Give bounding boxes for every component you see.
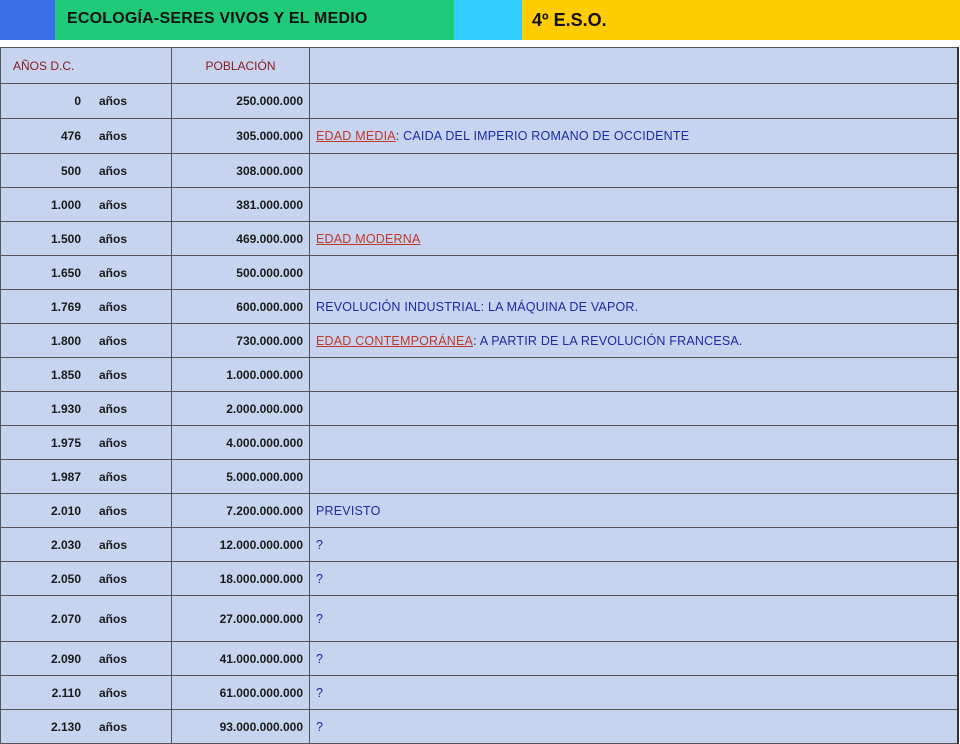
event-cell [310, 222, 959, 256]
header-level-block [522, 0, 960, 40]
event-cell [310, 256, 959, 290]
year-cell [1, 119, 172, 154]
table-row [1, 528, 959, 562]
event-cell [310, 642, 959, 676]
population-cell: 7.200.000.000 [172, 494, 310, 528]
event-note: : CAIDA DEL IMPERIO ROMANO DE OCCIDENTE [395, 129, 690, 143]
event-note: ? [316, 611, 324, 626]
year-cell [1, 256, 172, 290]
table-row [1, 188, 959, 222]
level-title: 4º E.S.O. [532, 10, 607, 30]
year-cell [1, 188, 172, 222]
table-row [1, 119, 959, 154]
year-value: 1.500 [50, 231, 81, 246]
event-note: ? [316, 719, 324, 734]
column-header-events [310, 48, 959, 84]
header-subject-block [55, 0, 454, 40]
year-value: 1.800 [50, 333, 81, 348]
table-row [1, 562, 959, 596]
population-cell: 2.000.000.000 [172, 392, 310, 426]
population-cell: 41.000.000.000 [172, 642, 310, 676]
year-value: 2.110 [51, 685, 81, 700]
table-header-row [1, 48, 959, 84]
event-cell [310, 119, 959, 154]
table-row [1, 84, 959, 119]
population-table [0, 47, 959, 744]
table-row [1, 324, 959, 358]
event-note: ? [316, 651, 324, 666]
event-note: ? [316, 685, 324, 700]
event-cell [310, 426, 959, 460]
table-row [1, 154, 959, 188]
year-value: 500 [60, 163, 81, 178]
population-cell: 12.000.000.000 [172, 528, 310, 562]
year-cell [1, 596, 172, 642]
year-cell [1, 324, 172, 358]
year-value: 1.850 [50, 367, 81, 382]
event-note: ? [316, 537, 324, 552]
year-unit: años [99, 367, 128, 382]
year-value: 2.070 [50, 611, 81, 626]
header-cyan-block [454, 0, 522, 40]
year-cell [1, 290, 172, 324]
table-row [1, 642, 959, 676]
year-value: 1.769 [50, 299, 81, 314]
event-cell [310, 494, 959, 528]
year-unit: años [99, 333, 128, 348]
column-header-years: AÑOS D.C. [1, 48, 172, 84]
population-cell: 730.000.000 [172, 324, 310, 358]
event-note: REVOLUCIÓN INDUSTRIAL: LA MÁQUINA DE VAPOR. [316, 299, 639, 314]
year-cell [1, 84, 172, 119]
event-cell [310, 324, 959, 358]
column-header-population: POBLACIÓN [172, 48, 310, 84]
year-unit: años [99, 129, 128, 143]
table-row [1, 494, 959, 528]
population-cell: 250.000.000 [172, 84, 310, 119]
event-note: ? [316, 571, 324, 586]
year-unit: años [99, 719, 128, 734]
year-unit: años [99, 435, 128, 450]
population-cell: 500.000.000 [172, 256, 310, 290]
year-cell [1, 494, 172, 528]
table-row [1, 676, 959, 710]
year-unit: años [99, 299, 128, 314]
year-value: 0 [74, 94, 81, 108]
event-cell [310, 528, 959, 562]
year-cell [1, 642, 172, 676]
event-cell [310, 710, 959, 744]
event-cell [310, 596, 959, 642]
year-value: 1.975 [50, 435, 81, 450]
subject-title: ECOLOGÍA-SERES VIVOS Y EL MEDIO [67, 10, 368, 27]
era-label: EDAD CONTEMPORÁNEA [316, 333, 474, 348]
table-row [1, 290, 959, 324]
year-cell [1, 222, 172, 256]
event-cell [310, 358, 959, 392]
year-unit: años [99, 231, 128, 246]
population-cell: 1.000.000.000 [172, 358, 310, 392]
table-row [1, 358, 959, 392]
era-label: EDAD MEDIA [316, 129, 396, 143]
table-row [1, 596, 959, 642]
table-row [1, 460, 959, 494]
year-unit: años [99, 503, 128, 518]
table-row [1, 426, 959, 460]
event-cell [310, 460, 959, 494]
year-unit: años [99, 197, 128, 212]
population-cell: 93.000.000.000 [172, 710, 310, 744]
year-unit: años [99, 537, 128, 552]
year-unit: años [99, 571, 128, 586]
table-row [1, 710, 959, 744]
year-value: 1.930 [50, 401, 81, 416]
year-value: 2.130 [50, 719, 81, 734]
year-unit: años [99, 94, 128, 108]
population-cell: 469.000.000 [172, 222, 310, 256]
event-cell [310, 290, 959, 324]
event-cell [310, 84, 959, 119]
year-cell [1, 392, 172, 426]
event-cell [310, 676, 959, 710]
population-cell: 381.000.000 [172, 188, 310, 222]
year-unit: años [99, 469, 128, 484]
year-cell [1, 154, 172, 188]
year-value: 476 [60, 129, 81, 143]
event-cell [310, 392, 959, 426]
population-cell: 308.000.000 [172, 154, 310, 188]
table-row [1, 392, 959, 426]
population-cell: 4.000.000.000 [172, 426, 310, 460]
year-cell [1, 426, 172, 460]
event-note: : A PARTIR DE LA REVOLUCIÓN FRANCESA. [473, 333, 743, 348]
year-value: 2.010 [50, 503, 81, 518]
table-row [1, 256, 959, 290]
population-cell: 27.000.000.000 [172, 596, 310, 642]
event-note: PREVISTO [316, 503, 381, 518]
population-cell: 5.000.000.000 [172, 460, 310, 494]
year-value: 1.000 [50, 197, 81, 212]
year-cell [1, 460, 172, 494]
year-cell [1, 562, 172, 596]
year-unit: años [99, 651, 128, 666]
year-unit: años [99, 163, 128, 178]
era-label: EDAD MODERNA [316, 231, 421, 246]
year-value: 1.987 [50, 469, 81, 484]
event-cell [310, 154, 959, 188]
year-unit: años [99, 611, 128, 626]
event-cell [310, 562, 959, 596]
population-cell: 600.000.000 [172, 290, 310, 324]
event-cell [310, 188, 959, 222]
population-cell: 61.000.000.000 [172, 676, 310, 710]
header-bar [0, 0, 960, 40]
year-cell [1, 710, 172, 744]
year-cell [1, 676, 172, 710]
population-cell: 18.000.000.000 [172, 562, 310, 596]
year-cell [1, 358, 172, 392]
year-unit: años [99, 265, 128, 280]
year-value: 2.050 [50, 571, 81, 586]
year-value: 2.090 [50, 651, 81, 666]
year-value: 2.030 [50, 537, 81, 552]
year-unit: años [99, 401, 128, 416]
year-unit: años [99, 685, 128, 700]
header-blue-block [0, 0, 55, 40]
population-cell: 305.000.000 [172, 119, 310, 154]
table-row [1, 222, 959, 256]
year-cell [1, 528, 172, 562]
year-value: 1.650 [50, 265, 81, 280]
